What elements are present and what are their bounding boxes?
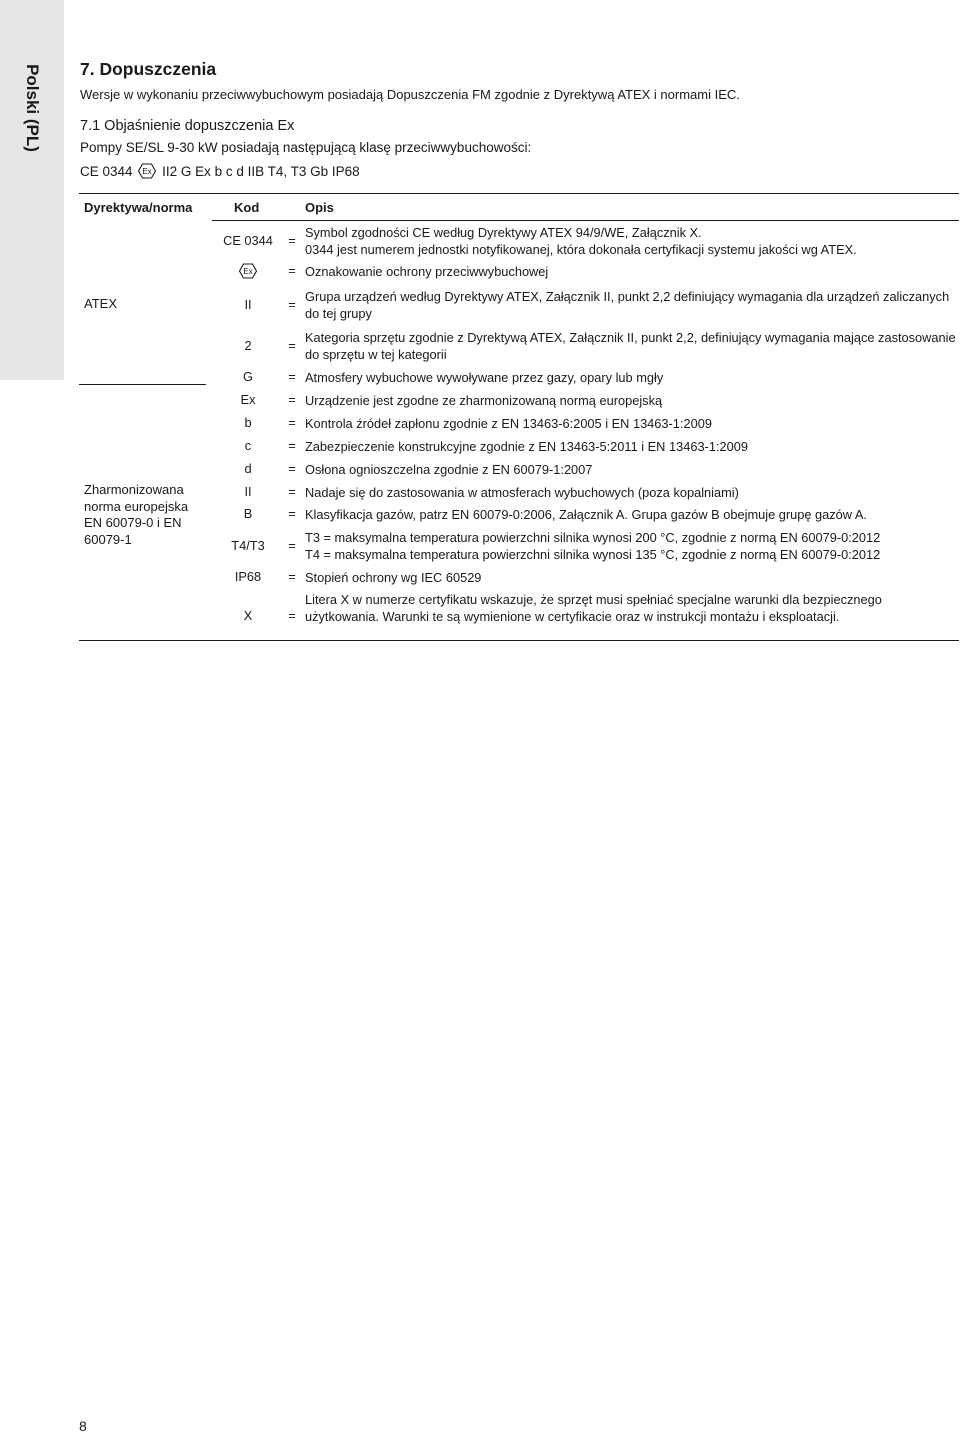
row-code: 2 (244, 337, 252, 353)
language-side-tab (0, 0, 64, 380)
norm-group-atex: ATEX (84, 296, 117, 311)
row-description: Oznakowanie ochrony przeciwwybuchowej (305, 264, 549, 279)
row-description: Grupa urządzeń według Dyrektywy ATEX, Załącznik II, punkt 2,2 definiujący wymagania dla urządzeń zaliczanych do tej grupy (305, 289, 950, 321)
row-code: II (244, 296, 252, 312)
row-code: c (244, 438, 252, 453)
table-row (79, 438, 959, 455)
table-row (79, 415, 959, 432)
row-description: T3 = maksymalna temperatura powierzchni silnika wynosi 200 °C, zgodnie z normą EN 60079-0:2012 T4 = maksymalna temperatura powierzchni silnika wynosi 135 °C, zgodnie z normą EN 60079-0:2012 (305, 530, 881, 562)
row-description: Klasyfikacja gazów, patrz EN 60079-0:2006, Załącznik A. Grupa gazów B obejmuje grupę gazów A. (305, 507, 867, 522)
row-equals: = (288, 337, 296, 353)
row-equals: = (288, 296, 296, 312)
row-code (212, 263, 284, 282)
row-code: T4/T3 (231, 537, 265, 553)
row-equals: = (288, 569, 296, 584)
table-row (79, 529, 959, 563)
svg-text:Ex: Ex (142, 167, 152, 176)
row-code: b (244, 415, 252, 430)
certification-marking (80, 163, 360, 179)
table-row (79, 591, 959, 642)
row-code: Ex (240, 392, 256, 407)
table-row (79, 288, 959, 322)
ex-hexagon-icon (239, 263, 257, 279)
row-code: CE 0344 (223, 232, 273, 248)
row-code: IP68 (234, 569, 262, 584)
table-row (79, 329, 959, 363)
table-row (79, 369, 959, 386)
row-equals: = (288, 415, 296, 430)
language-tab-label: Polski (PL) (23, 64, 42, 152)
row-description: Stopień ochrony wg IEC 60529 (305, 570, 482, 585)
row-description: Symbol zgodności CE według Dyrektywy ATEX 94/9/WE, Załącznik X. 0344 jest numerem jednostki notyfikowanej, która dokonała certyfikacji systemu jakości wg ATEX. (305, 225, 857, 257)
cert-suffix: II2 G Ex b c d IIB T4, T3 Gb IP68 (162, 164, 360, 179)
row-code: G (243, 369, 253, 384)
row-description: Kontrola źródeł zapłonu zgodnie z EN 13463-6:2005 i EN 13463-1:2009 (305, 416, 712, 431)
row-equals: = (288, 263, 296, 278)
table-row (79, 569, 959, 586)
row-description: Osłona ognioszczelna zgodnie z EN 60079-1:2007 (305, 462, 593, 477)
table-row (79, 506, 959, 523)
row-equals: = (288, 537, 296, 553)
row-description: Nadaje się do zastosowania w atmosferach wybuchowych (poza kopalniami) (305, 485, 739, 500)
row-equals: = (288, 461, 296, 476)
row-equals: = (288, 484, 296, 499)
row-equals: = (288, 438, 296, 453)
subsection-intro: Pompy SE/SL 9-30 kW posiadają następującą klasę przeciwwybuchowości: (80, 140, 532, 155)
section-title: 7. Dopuszczenia (80, 59, 217, 79)
page-number: 8 (79, 1418, 87, 1434)
table-row (79, 484, 959, 501)
row-description: Litera X w numerze certyfikatu wskazuje, że sprzęt musi spełniać specjalne warunki dla bezpiecznego użytkowania. Warunki te są wymienione w certyfikacie oraz w instrukcji montażu i eksploatacji. (305, 592, 882, 624)
table-row (79, 461, 959, 478)
row-equals: = (288, 608, 296, 623)
row-equals: = (288, 369, 296, 384)
row-description: Atmosfery wybuchowe wywoływane przez gazy, opary lub mgły (305, 370, 664, 385)
subsection-title: 7.1 Objaśnienie dopuszczenia Ex (80, 118, 295, 134)
row-code: II (244, 484, 252, 499)
norm-group-en60079: Zharmonizowana norma europejska EN 60079-0 i EN 60079-1 (84, 482, 189, 547)
row-description: Kategoria sprzętu zgodnie z Dyrektywą ATEX, Załącznik II, punkt 2,2, definiujący wymagania mające zastosowanie do sprzętu w tej kategorii (305, 330, 956, 362)
ex-approval-table (79, 193, 959, 641)
svg-text:Ex: Ex (243, 267, 253, 276)
table-top-rule (79, 193, 959, 194)
row-equals: = (288, 392, 296, 407)
row-code: d (244, 461, 252, 476)
table-row (79, 263, 959, 280)
table-row (79, 392, 959, 409)
row-equals: = (288, 506, 296, 521)
header-rule (212, 220, 959, 221)
section-intro: Wersje w wykonaniu przeciwwybuchowym posiadają Dopuszczenia FM zgodnie z Dyrektywą ATEX i normami IEC. (80, 87, 740, 102)
row-description: Zabezpieczenie konstrukcyjne zgodnie z EN 13463-5:2011 i EN 13463-1:2009 (305, 439, 748, 454)
row-description: Urządzenie jest zgodne ze zharmonizowaną normą europejską (305, 393, 663, 408)
ex-hexagon-icon (138, 163, 156, 179)
header-code: Kod (234, 200, 260, 215)
row-code: X (243, 608, 253, 623)
cert-prefix: CE 0344 (80, 164, 133, 179)
row-equals: = (288, 232, 296, 248)
header-norm: Dyrektywa/norma (84, 200, 193, 215)
header-desc: Opis (305, 200, 334, 215)
row-code: B (243, 506, 253, 521)
table-row (79, 224, 959, 258)
